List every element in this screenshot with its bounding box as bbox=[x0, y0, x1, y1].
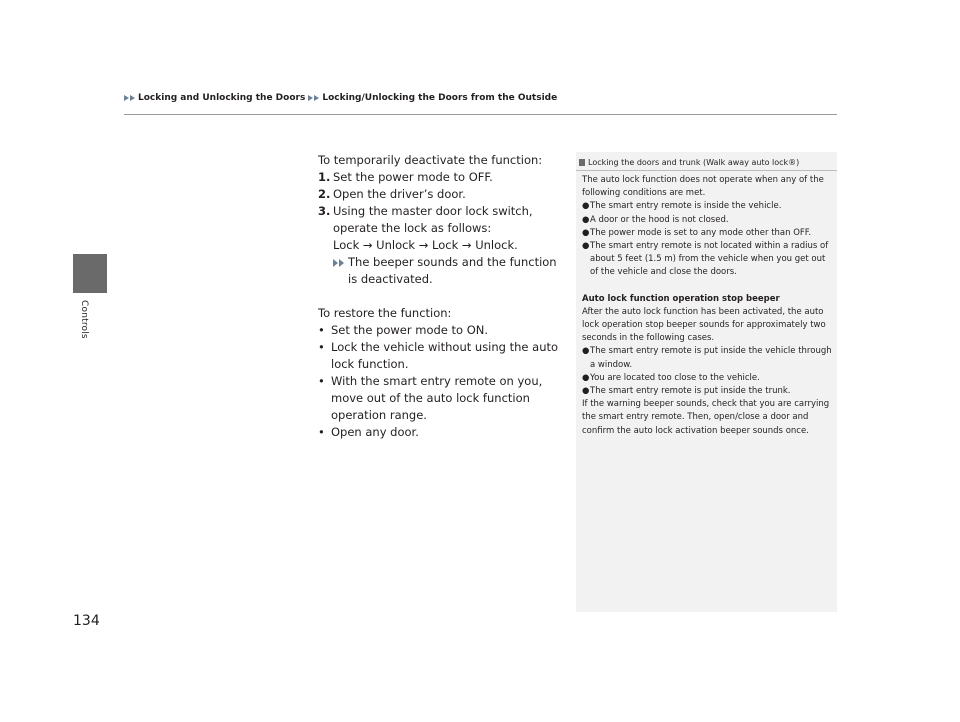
breadcrumb-arrow-icon bbox=[124, 95, 129, 101]
bullet-icon: ● bbox=[582, 214, 590, 225]
note-intro: The auto lock function does not operate when any of the following conditions are met. bbox=[582, 175, 824, 199]
step-result: The beeper sounds and the function is deactivated. bbox=[318, 254, 563, 288]
main-content bbox=[318, 152, 563, 441]
breadcrumb-level2: Locking/Unlocking the Doors from the Outside bbox=[322, 93, 558, 103]
page-number: 134 bbox=[73, 613, 100, 629]
result-arrow-icon bbox=[333, 254, 348, 288]
list-item: ● The smart entry remote is put inside the trunk. bbox=[582, 385, 832, 398]
note-sidebar bbox=[576, 152, 837, 612]
bullet-icon: ● bbox=[582, 346, 590, 357]
header-rule bbox=[124, 114, 837, 115]
list-item: ● The smart entry remote is not located within a radius of about 5 feet (1.5 m) from the vehicle when you get out of the vehicle and close the doors. bbox=[582, 240, 832, 280]
note-closing: If the warning beeper sounds, check that you are carrying the smart entry remote. Then, open/close a door and confirm the auto lock activation beeper sounds once. bbox=[582, 399, 830, 436]
bullet-icon: ● bbox=[582, 372, 590, 383]
note-marker-icon bbox=[579, 159, 585, 166]
list-item: • Lock the vehicle without using the auto lock function. bbox=[318, 340, 559, 371]
restore-intro: To restore the function: bbox=[318, 306, 452, 320]
note-rule bbox=[576, 170, 837, 171]
bullet-icon: ● bbox=[582, 227, 590, 238]
list-item: ● The power mode is set to any mode other than OFF. bbox=[582, 227, 832, 240]
breadcrumb-arrow-icon bbox=[308, 95, 313, 101]
note-heading: Locking the doors and trunk (Walk away auto lock®) bbox=[579, 158, 799, 167]
list-item: • With the smart entry remote on you, move out of the auto lock function operation range. bbox=[318, 374, 543, 422]
bullet-icon: ● bbox=[582, 241, 590, 252]
bullet-icon: • bbox=[318, 374, 325, 388]
list-item: ● You are located too close to the vehicle. bbox=[582, 372, 832, 385]
bullet-icon: ● bbox=[582, 201, 590, 212]
bullet-icon: ● bbox=[582, 386, 590, 397]
deactivate-intro: To temporarily deactivate the function: bbox=[318, 153, 543, 167]
step-item: 1. Set the power mode to OFF. bbox=[318, 170, 493, 184]
breadcrumb-arrow-icon bbox=[130, 95, 135, 101]
breadcrumb bbox=[124, 93, 557, 103]
section-tab bbox=[73, 254, 107, 293]
bullet-icon: • bbox=[318, 323, 325, 337]
lock-sequence: Lock → Unlock → Lock → Unlock. bbox=[333, 238, 518, 252]
breadcrumb-level1: Locking and Unlocking the Doors bbox=[138, 93, 306, 103]
list-item: • Set the power mode to ON. bbox=[318, 323, 489, 337]
list-item: • Open any door. bbox=[318, 425, 419, 439]
note-body bbox=[582, 174, 832, 438]
bullet-icon: • bbox=[318, 425, 325, 439]
list-item: ● A door or the hood is not closed. bbox=[582, 214, 832, 227]
section-label: Controls bbox=[79, 300, 89, 339]
step-item: 2. Open the driver’s door. bbox=[318, 187, 466, 201]
step-item: 3. Using the master door lock switch, operate the lock as follows: bbox=[318, 204, 533, 235]
beeper-text: After the auto lock function has been activated, the auto lock operation stop beeper sounds for approximately two seconds in the following cases. bbox=[582, 306, 826, 344]
list-item: ● The smart entry remote is inside the vehicle. bbox=[582, 200, 832, 213]
beeper-title: Auto lock function operation stop beeper bbox=[582, 293, 780, 304]
bullet-icon: • bbox=[318, 340, 325, 354]
list-item: ● The smart entry remote is put inside the vehicle through a window. bbox=[582, 345, 832, 371]
breadcrumb-arrow-icon bbox=[314, 95, 319, 101]
